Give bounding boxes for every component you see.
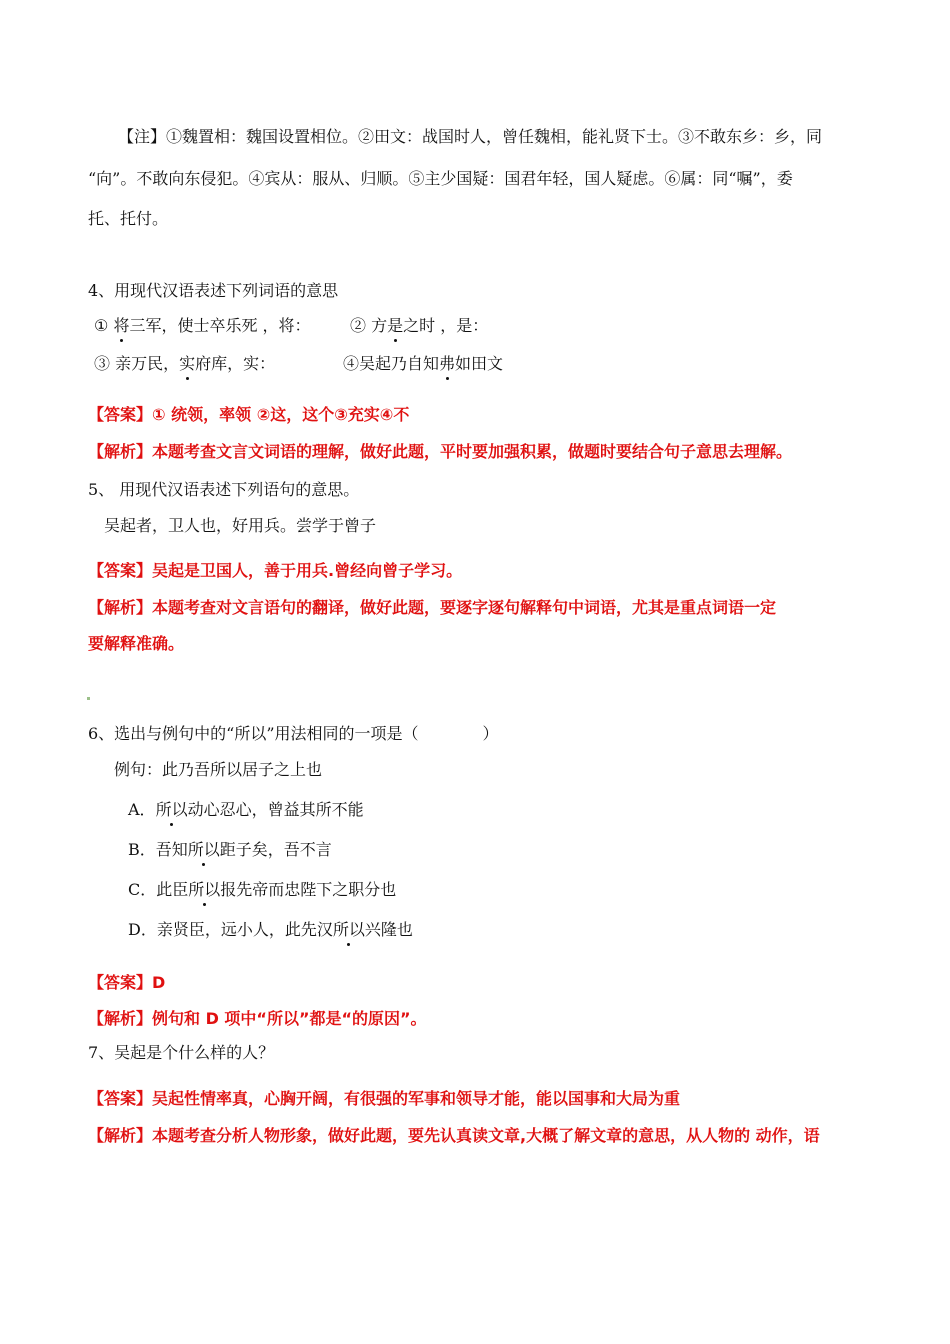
note-line-1: 【注】①魏置相：魏国设置相位。②田文：战国时人，曾任魏相，能礼贤下士。③不敢东乡：乡，同 (118, 127, 823, 146)
dotted-word: 实 (179, 354, 196, 373)
answer-text: 【答案】① 统领，率领 ②这，这个③充实④不 (88, 405, 410, 424)
question-sentence: 吴起者，卫人也，好用兵。尝学于曾子 (104, 516, 377, 535)
dotted-word: 将 (113, 316, 130, 335)
note-line-2: “向”。不敢向东侵犯。④宾从：服从、归顺。⑤主少国疑：国君年轻，国人疑虑。⑥属：同“嘱”，委 (88, 169, 793, 188)
question-title: 7、吴起是个什么样的人？ (88, 1043, 275, 1062)
question-title: 6、选出与例句中的“所以”用法相同的一项是（ ） (88, 724, 499, 743)
item-text: ③ 亲万民， (94, 354, 180, 373)
dotted-word: 所以 (188, 880, 221, 899)
word-item-2 (350, 315, 488, 337)
item-text: ② 方 (350, 316, 388, 335)
dotted-word: 弗 (439, 354, 456, 373)
answer-text: 【答案】D (88, 973, 166, 992)
analysis-text: 【解析】本题考查分析人物形象，做好此题，要先认真读文章,大概了解文章的意思，从人物的 动作，语 (88, 1126, 820, 1145)
option-c (128, 879, 396, 901)
item-text: ④吴起乃自知 (343, 354, 440, 373)
analysis-text: 【解析】本题考查文言文词语的理解，做好此题，平时要加强积累，做题时要结合句子意思去理解。 (88, 442, 793, 461)
example-sentence: 例句：此乃吾所以居子之上也 (114, 760, 323, 779)
scan-speck (87, 697, 90, 700)
dotted-word: 是 (387, 316, 404, 335)
word-item-1 (94, 315, 311, 337)
option-text: A． (128, 800, 156, 819)
analysis-text: 【解析】例句和 D 项中“所以”都是“的原因”。 (88, 1009, 427, 1028)
question-title: 4、用现代汉语表述下列词语的意思 (88, 281, 339, 300)
option-text: 报先帝而忠陛下之职分也 (220, 880, 397, 899)
option-text: C．此臣 (128, 880, 189, 899)
note-line-3: 托、托付。 (88, 209, 169, 228)
analysis-text: 【解析】本题考查对文言语句的翻译，做好此题，要逐字逐句解释句中词语，尤其是重点词语一定 (88, 598, 777, 617)
item-text: 三军，使士卒乐死 ，将： (129, 316, 311, 335)
option-text: 动心忍心，曾益其所不能 (187, 800, 364, 819)
option-a (128, 799, 364, 821)
item-text: ① (94, 316, 114, 335)
option-text: 距子矣，吾不言 (219, 840, 332, 859)
option-b (128, 839, 332, 861)
option-d (128, 919, 413, 941)
option-text: D．亲贤臣，远小人，此先汉 (128, 920, 333, 939)
analysis-text-continued: 要解释准确。 (88, 634, 185, 653)
question-title: 5、 用现代汉语表述下列语句的意思。 (88, 480, 360, 499)
item-text: 府库，实： (195, 354, 276, 373)
word-item-3 (94, 353, 275, 375)
dotted-word: 所以 (155, 800, 188, 819)
item-text: 如田文 (455, 354, 504, 373)
dotted-word: 所以 (187, 840, 220, 859)
dotted-word: 所以 (332, 920, 365, 939)
option-text: 兴隆也 (364, 920, 413, 939)
answer-text: 【答案】吴起性情率真，心胸开阔，有很强的军事和领导才能，能以国事和大局为重 (88, 1089, 681, 1108)
answer-text: 【答案】吴起是卫国人，善于用兵.曾经向曾子学习。 (88, 561, 463, 580)
item-text: 之时 ，是： (403, 316, 489, 335)
option-text: B．吾知 (128, 840, 188, 859)
word-item-4 (343, 353, 503, 375)
